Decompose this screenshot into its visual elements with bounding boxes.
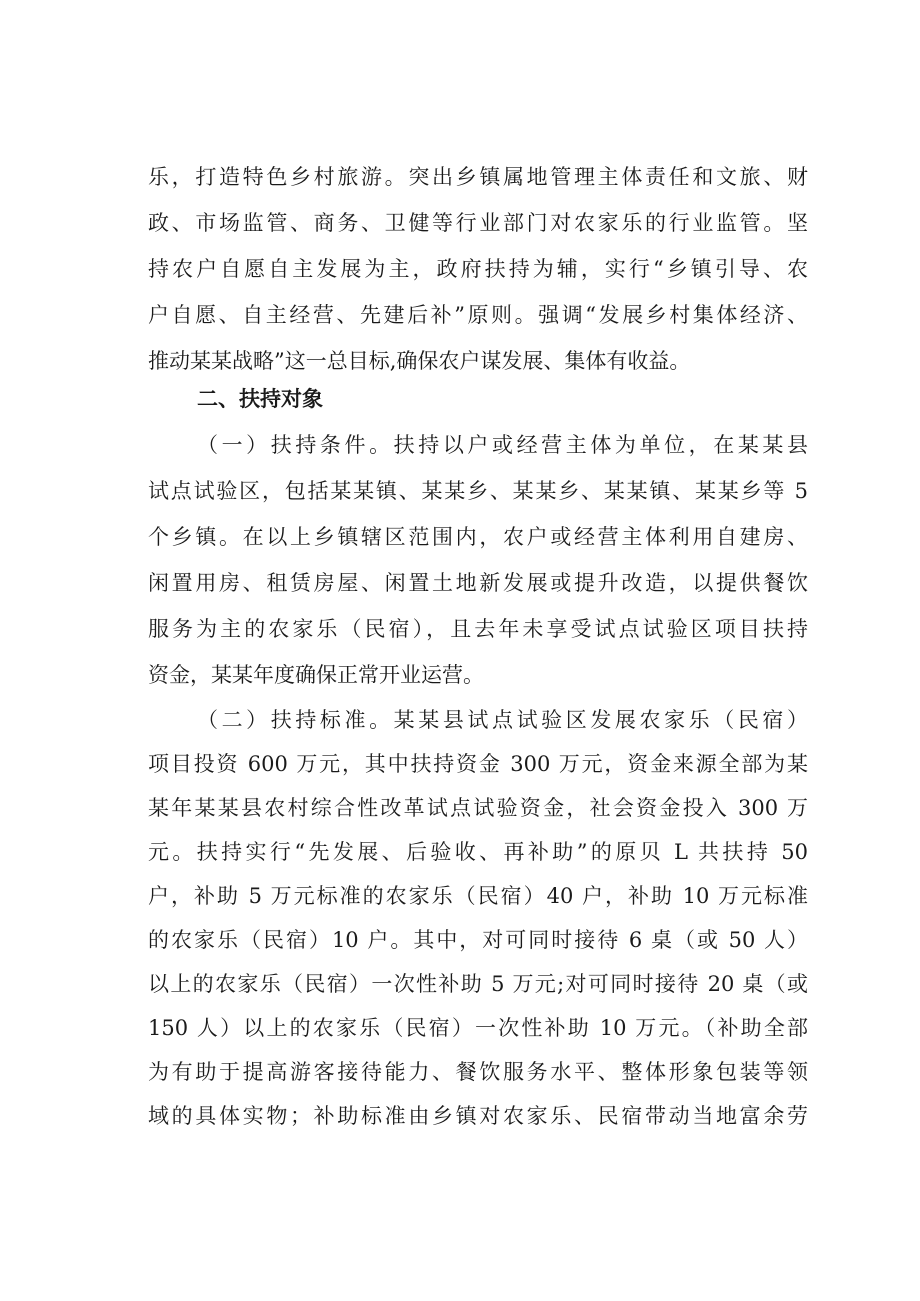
text-line: 某年某某县农村综合性改革试点试验资金，社会资金投入 300 万: [148, 796, 808, 820]
section-heading: 二、扶持对象: [197, 387, 323, 411]
text-line: （二）扶持标准。某某县试点试验区发展农家乐（民宿）: [197, 708, 808, 732]
text-line: 持农户自愿自主发展为主，政府扶持为辅，实行“乡镇引导、农: [148, 257, 808, 281]
text-line: 为有助于提高游客接待能力、餐饮服务水平、整体形象包装等领: [148, 1060, 808, 1084]
text-line: 闲置用房、租赁房屋、闲置土地新发展或提升改造，以提供餐饮: [148, 571, 808, 595]
text-line: 的农家乐（民宿）10 户。其中，对可同时接待 6 桌（或 50 人）: [148, 928, 808, 952]
text-line: 乐，打造特色乡村旅游。突出乡镇属地管理主体责任和文旅、财: [148, 165, 808, 189]
text-line: 个乡镇。在以上乡镇辖区范围内，农户或经营主体利用自建房、: [148, 525, 808, 549]
text-line: 试点试验区，包括某某镇、某某乡、某某乡、某某镇、某某乡等 5: [148, 479, 808, 503]
text-line: 资金，某某年度确保正常开业运营。: [148, 663, 484, 687]
text-line: 服务为主的农家乐（民宿），且去年未享受试点试验区项目扶持: [148, 617, 808, 641]
text-line: 元。扶持实行“先发展、后验收、再补助”的原贝 L 共扶持 50: [148, 840, 808, 864]
text-line: 户自愿、自主经营、先建后补”原则。强调“发展乡村集体经济、: [148, 303, 808, 327]
text-line: （一）扶持条件。扶持以户或经营主体为单位，在某某县: [197, 433, 808, 457]
text-line: 以上的农家乐（民宿）一次性补助 5 万元;对可同时接待 20 桌（或: [148, 972, 808, 996]
text-line: 项目投资 600 万元，其中扶持资金 300 万元，资金来源全部为某: [148, 752, 808, 776]
text-line: 150 人）以上的农家乐（民宿）一次性补助 10 万元。（补助全部: [148, 1016, 808, 1040]
text-line: 域的具体实物；补助标准由乡镇对农家乐、民宿带动当地富余劳: [148, 1104, 808, 1128]
text-line: 户，补助 5 万元标准的农家乐（民宿）40 户，补助 10 万元标准: [148, 884, 808, 908]
text-line: 推动某某战略”这一总目标,确保农户谋发展、集体有收益。: [148, 349, 691, 373]
text-line: 政、市场监管、商务、卫健等行业部门对农家乐的行业监管。坚: [148, 211, 808, 235]
